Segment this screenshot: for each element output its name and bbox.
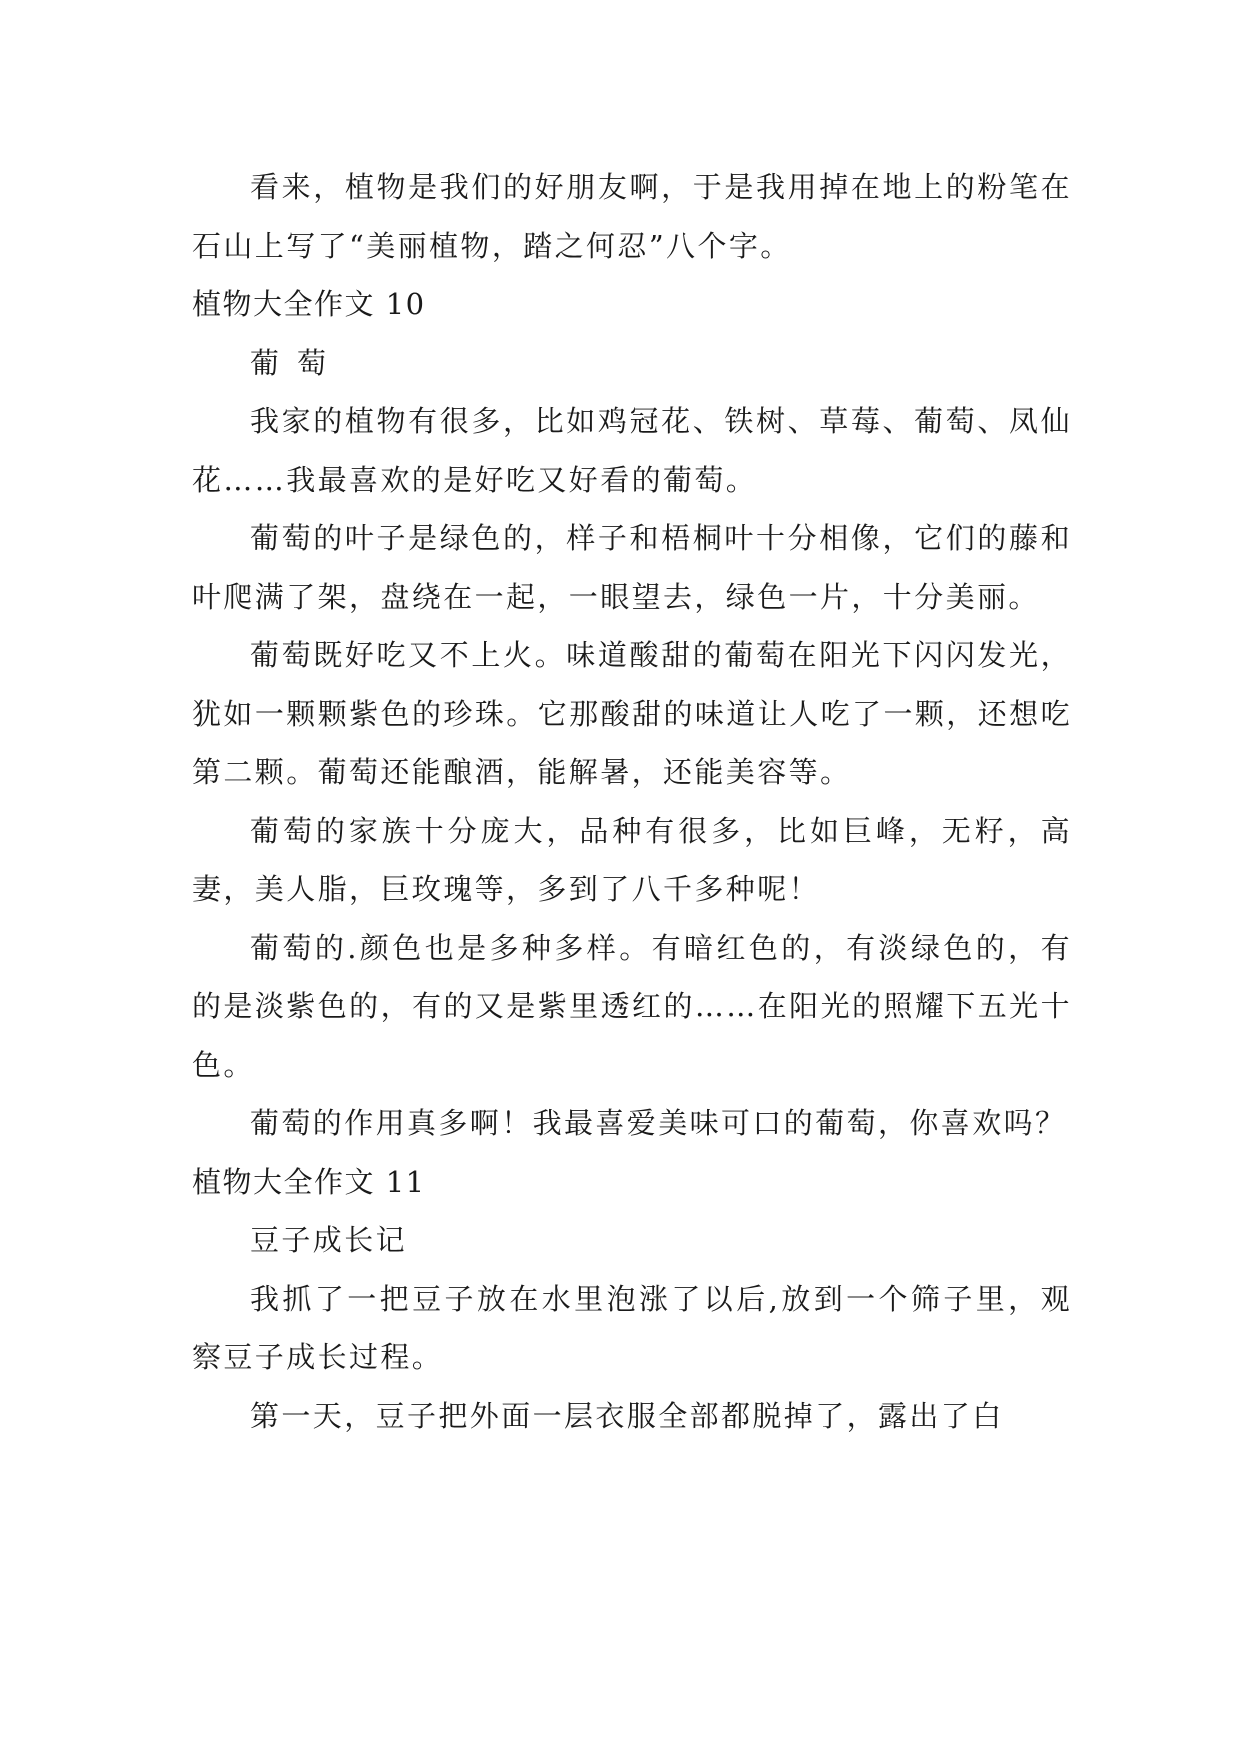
section-heading-10: 植物大全作文 10: [192, 287, 426, 321]
paragraph-10-1: 我家的植物有很多，比如鸡冠花、铁树、草莓、葡萄、凤仙花……我最喜欢的是好吃又好看的葡萄。: [192, 404, 1072, 497]
paragraph-intro: 看来，植物是我们的好朋友啊，于是我用掉在地上的粉笔在石山上写了“美丽植物，踏之何忍”八个字。: [192, 170, 1072, 263]
paragraph-10-3: 葡萄既好吃又不上火。味道酸甜的葡萄在阳光下闪闪发光，犹如一颗颗紫色的珍珠。它那酸甜的味道让人吃了一颗，还想吃第二颗。葡萄还能酿酒，能解暑，还能美容等。: [192, 638, 1072, 789]
paragraph-10-6: 葡萄的作用真多啊！我最喜爱美味可口的葡萄，你喜欢吗？: [250, 1106, 1067, 1140]
paragraph-10-2: 葡萄的叶子是绿色的，样子和梧桐叶十分相像，它们的藤和叶爬满了架，盘绕在一起，一眼望去，绿色一片，十分美丽。: [192, 521, 1072, 614]
essay-title-beans: 豆子成长记: [250, 1223, 408, 1257]
paragraph-11-1: 我抓了一把豆子放在水里泡涨了以后,放到一个筛子里，观察豆子成长过程。: [192, 1281, 1072, 1374]
document-page: [192, 158, 1072, 1445]
section-heading-11: 植物大全作文 11: [192, 1164, 426, 1199]
essay-title-grapes: 葡萄: [250, 345, 345, 380]
paragraph-10-4: 葡萄的家族十分庞大，品种有很多，比如巨峰，无籽，高妻，美人脂，巨玫瑰等，多到了八千多种呢！: [192, 813, 1072, 906]
paragraph-10-5: 葡萄的.颜色也是多种多样。有暗红色的，有淡绿色的，有的是淡紫色的，有的又是紫里透红的……在阳光的照耀下五光十色。: [192, 930, 1072, 1082]
paragraph-11-2: 第一天，豆子把外面一层衣服全部都脱掉了，露出了白: [250, 1398, 1004, 1433]
